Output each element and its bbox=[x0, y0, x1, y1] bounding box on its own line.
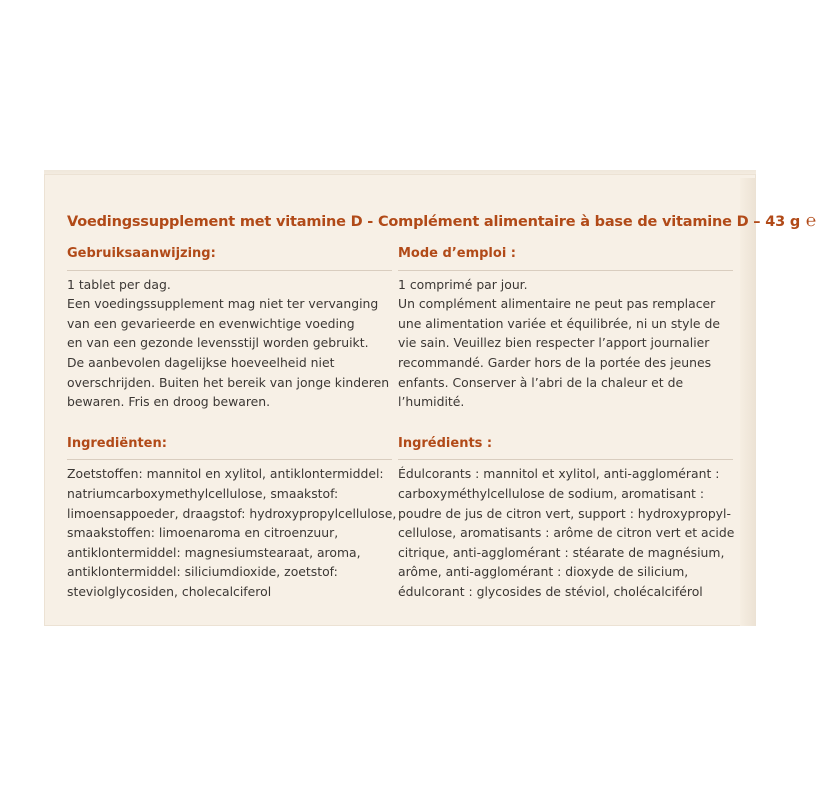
divider bbox=[398, 459, 733, 460]
divider bbox=[67, 270, 392, 271]
text-line: bewaren. Fris en droog bewaren. bbox=[67, 394, 271, 410]
text-line: Een voedingssupplement mag niet ter vervanging bbox=[67, 296, 379, 312]
text-line: De aanbevolen dagelijkse hoeveelheid niet bbox=[67, 354, 335, 370]
text-line: vie sain. Veuillez bien respecter l’apport journalier bbox=[398, 335, 710, 351]
text-line: overschrijden. Buiten het bereik van jonge kinderen bbox=[67, 374, 390, 390]
text-line: limoensappoeder, draagstof: hydroxypropylcellulose, bbox=[67, 505, 397, 521]
nl-ingredients-text bbox=[67, 464, 397, 601]
text-line: Édulcorants : mannitol et xylitol, anti-agglomérant : bbox=[398, 466, 720, 482]
divider bbox=[398, 270, 733, 271]
divider bbox=[67, 459, 392, 460]
fr-usage-text bbox=[398, 275, 733, 412]
text-line: antiklontermiddel: magnesiumstearaat, aroma, bbox=[67, 544, 361, 560]
estimated-sign-icon: ℮ bbox=[806, 211, 816, 231]
fr-ingredients-text bbox=[398, 464, 733, 601]
text-line: van een gevarieerde en evenwichtige voeding bbox=[67, 315, 355, 331]
text-line: smaakstoffen: limoenaroma en citroenzuur, bbox=[67, 525, 339, 541]
text-line: Zoetstoffen: mannitol en xylitol, antiklontermiddel: bbox=[67, 466, 384, 482]
headline-text: Voedingssupplement met vitamine D - Complément alimentaire à base de vitamine D – 43 g bbox=[67, 214, 800, 230]
text-line: arôme, anti-agglomérant : dioxyde de silicium, bbox=[398, 564, 689, 580]
nl-usage-title: Gebruiksaanwijzing: bbox=[67, 246, 216, 261]
text-line: 1 comprimé par jour. bbox=[398, 276, 528, 292]
french-column bbox=[398, 240, 733, 602]
package-side-edge bbox=[740, 178, 756, 626]
text-line: citrique, anti-agglomérant : stéarate de magnésium, bbox=[398, 544, 725, 560]
text-line: édulcorant : glycosides de stéviol, cholécalciférol bbox=[398, 583, 703, 599]
text-line: antiklontermiddel: siliciumdioxide, zoetstof: bbox=[67, 564, 338, 580]
text-line: carboxyméthylcellulose de sodium, aromatisant : bbox=[398, 485, 705, 501]
text-line: cellulose, aromatisants : arôme de citron vert et acide bbox=[398, 525, 735, 541]
text-line: steviolglycosiden, cholecalciferol bbox=[67, 583, 272, 599]
nl-usage-text bbox=[67, 275, 392, 412]
text-line: en van een gezonde levensstijl worden gebruikt. bbox=[67, 335, 369, 351]
text-line: poudre de jus de citron vert, support : hydroxypropyl- bbox=[398, 505, 731, 521]
dutch-column bbox=[67, 240, 397, 602]
text-line: 1 tablet per dag. bbox=[67, 276, 171, 292]
text-line: l’humidité. bbox=[398, 394, 465, 410]
text-line: enfants. Conserver à l’abri de la chaleur et de bbox=[398, 374, 684, 390]
text-line: natriumcarboxymethylcellulose, smaakstof: bbox=[67, 485, 339, 501]
text-line: Un complément alimentaire ne peut pas remplacer bbox=[398, 296, 716, 312]
product-headline bbox=[67, 211, 816, 231]
fr-ingredients-title: Ingrédients : bbox=[398, 435, 493, 451]
text-line: recommandé. Garder hors de la portée des jeunes bbox=[398, 354, 712, 370]
text-line: une alimentation variée et équilibrée, ni un style de bbox=[398, 315, 720, 331]
nl-ingredients-title: Ingrediënten: bbox=[67, 435, 167, 451]
fr-usage-title: Mode d’emploi : bbox=[398, 246, 516, 261]
